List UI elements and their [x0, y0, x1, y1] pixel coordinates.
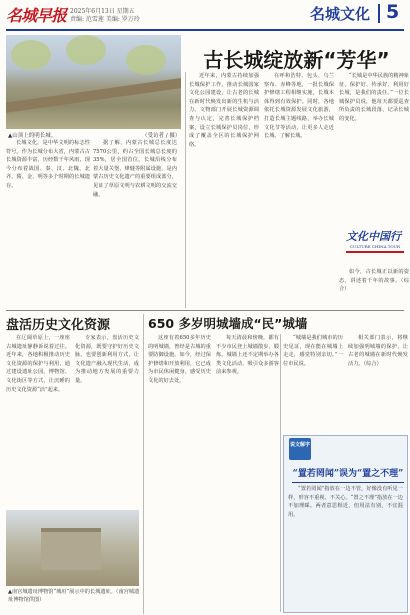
headline-article2: 盘活历史文化资源 — [6, 318, 111, 333]
column-divider — [185, 72, 186, 308]
article1-column-2 — [93, 139, 177, 309]
section-divider — [378, 4, 380, 23]
paragraph: 如今，古长城正以新的姿态，讲述着千年的故事。（综合） — [339, 269, 409, 293]
article1-column-5b — [339, 268, 409, 309]
paragraph: 相关部门表示，将继续加强明城墙的保护，让古老的城墙在新时代焕发活力。（综合） — [348, 335, 408, 367]
paragraph: 近年来，内蒙古持续加强长城保护工作，推动长城国家文化公园建设，让古老的长城在新时代焕发出新的生机与活力。文物部门开展长城资源调查与认定，完善长城保护档案，设立长城保护员岗位，形成了覆盖全区的长城保护网络。 — [189, 73, 259, 148]
article1-column-1 — [6, 139, 90, 309]
article1-column-4 — [264, 72, 334, 309]
series-logo-text: 文化中国行 — [346, 230, 401, 243]
article2-column-1 — [6, 334, 70, 506]
header-rule — [6, 29, 404, 31]
section-title: 名城文化 — [310, 5, 371, 23]
box-text — [288, 485, 403, 609]
column-divider — [280, 334, 281, 612]
article3-column-3 — [283, 334, 343, 434]
article3-column-1 — [148, 334, 211, 612]
series-logo — [346, 228, 404, 264]
photo-caption: ▲山顶上的明长城。 — [8, 133, 57, 139]
paragraph: 这座有着650多年历史的明城墙，曾经是古城的重要防御设施。如今，经过保护修缮和开放利用，它已成为市民休闲健身、感受历史文化的好去处。 — [148, 335, 211, 384]
headline-article3: 650 多岁明城墙成“民”城墙 — [148, 316, 308, 331]
paragraph: “城墙是我们城市的历史见证，现在能在城墙上走走，感觉特别亲切。”一位市民说。 — [283, 335, 343, 367]
headline-main: 古长城绽放新“芳华” — [203, 48, 390, 72]
series-logo-bar — [346, 251, 404, 253]
paragraph: 据了解，内蒙古长城总长度达7570公里，约占全国长城总长度的35%，居全国首位。长城沿线分布着大量关堡、烽燧等附属设施，是内蒙古历史文化遗产的重要组成部分，见证了草原文明与农耕文明的交流交融。 — [93, 140, 177, 198]
box-badge: 说文解字 — [289, 438, 311, 460]
box-title: “置若罔闻”误为“置之不理” — [292, 466, 404, 483]
series-logo-subtext: CULTURE CHINA TOUR — [349, 244, 401, 249]
article1-column-5 — [339, 72, 409, 222]
paragraph: “长城是中华民族的精神象征，保护好、传承好、利用好长城，是我们的责任。”一位长城保护员说，他每天都要巡查所负责的长城段落，记录长城的变化。 — [339, 73, 409, 122]
editor-credit: 责编: 范雪莲 美编: 罗万玲 — [70, 16, 140, 23]
paragraph: 专家表示，盘活历史文化资源，既要守护好历史文脉，也要创新利用方式，让文化遗产融入现代生活，成为推动地方发展的重要力量。 — [75, 335, 139, 384]
section-rule — [6, 310, 404, 311]
issue-date: 2025年6月13日 星期五 — [70, 8, 135, 15]
paragraph: 在辽阔草原上，一座座古城遗址静静诉说着过往。近年来，各地积极推动历史文化资源的保护与利用，通过建设遗址公园、博物馆、文化街区等方式，让沉睡的历史文化资源“活”起来。 — [6, 335, 70, 393]
column-divider — [143, 314, 144, 614]
photo-credit: （受访者 / 摄） — [142, 133, 181, 139]
paragraph: 长城文化，是中华文明的标志性符号。作为长城分布大省，内蒙古古长城资源丰富，历经数千年风雨，现今分布着战国、秦、汉、北魏、北齐、隋、金、明等多个时期的长城遗存。 — [6, 140, 90, 189]
photo2-caption: ▲南宫城遗址博物馆“城垣”展示中的长城遗址。（南宫城遗址博物馆供图） — [8, 589, 140, 603]
article2-column-2 — [75, 334, 139, 506]
great-wall-photo — [6, 35, 181, 129]
article3-column-2 — [216, 334, 279, 612]
article1-column-3 — [189, 72, 259, 309]
paragraph: 在呼和浩特、包头、乌兰察布、赤峰等地，一批长城保护修缮工程相继实施，长城本体得到有效保护。同时，各地依托长城资源发展文化旅游，打造长城主题线路，举办长城文化节等活动，让更多人走近长城、了解长城。 — [264, 73, 334, 140]
page-number: 5 — [386, 1, 400, 23]
paragraph: 每天清晨和傍晚，都有不少市民登上城墙散步、锻炼。城墙上还不定期举办各类文化活动，吸引众多游客前来参观。 — [216, 335, 279, 376]
paragraph: “置若罔闻”指放在一边不管，好像没有听见一样，形容不重视、不关心。“置之不理”指放在一边不加理睬。两者意思相近，但用法有别，不宜混用。 — [288, 486, 403, 518]
masthead-logo: 名城早报 — [6, 6, 67, 25]
article3-column-4 — [348, 334, 408, 434]
museum-photo — [6, 510, 139, 586]
